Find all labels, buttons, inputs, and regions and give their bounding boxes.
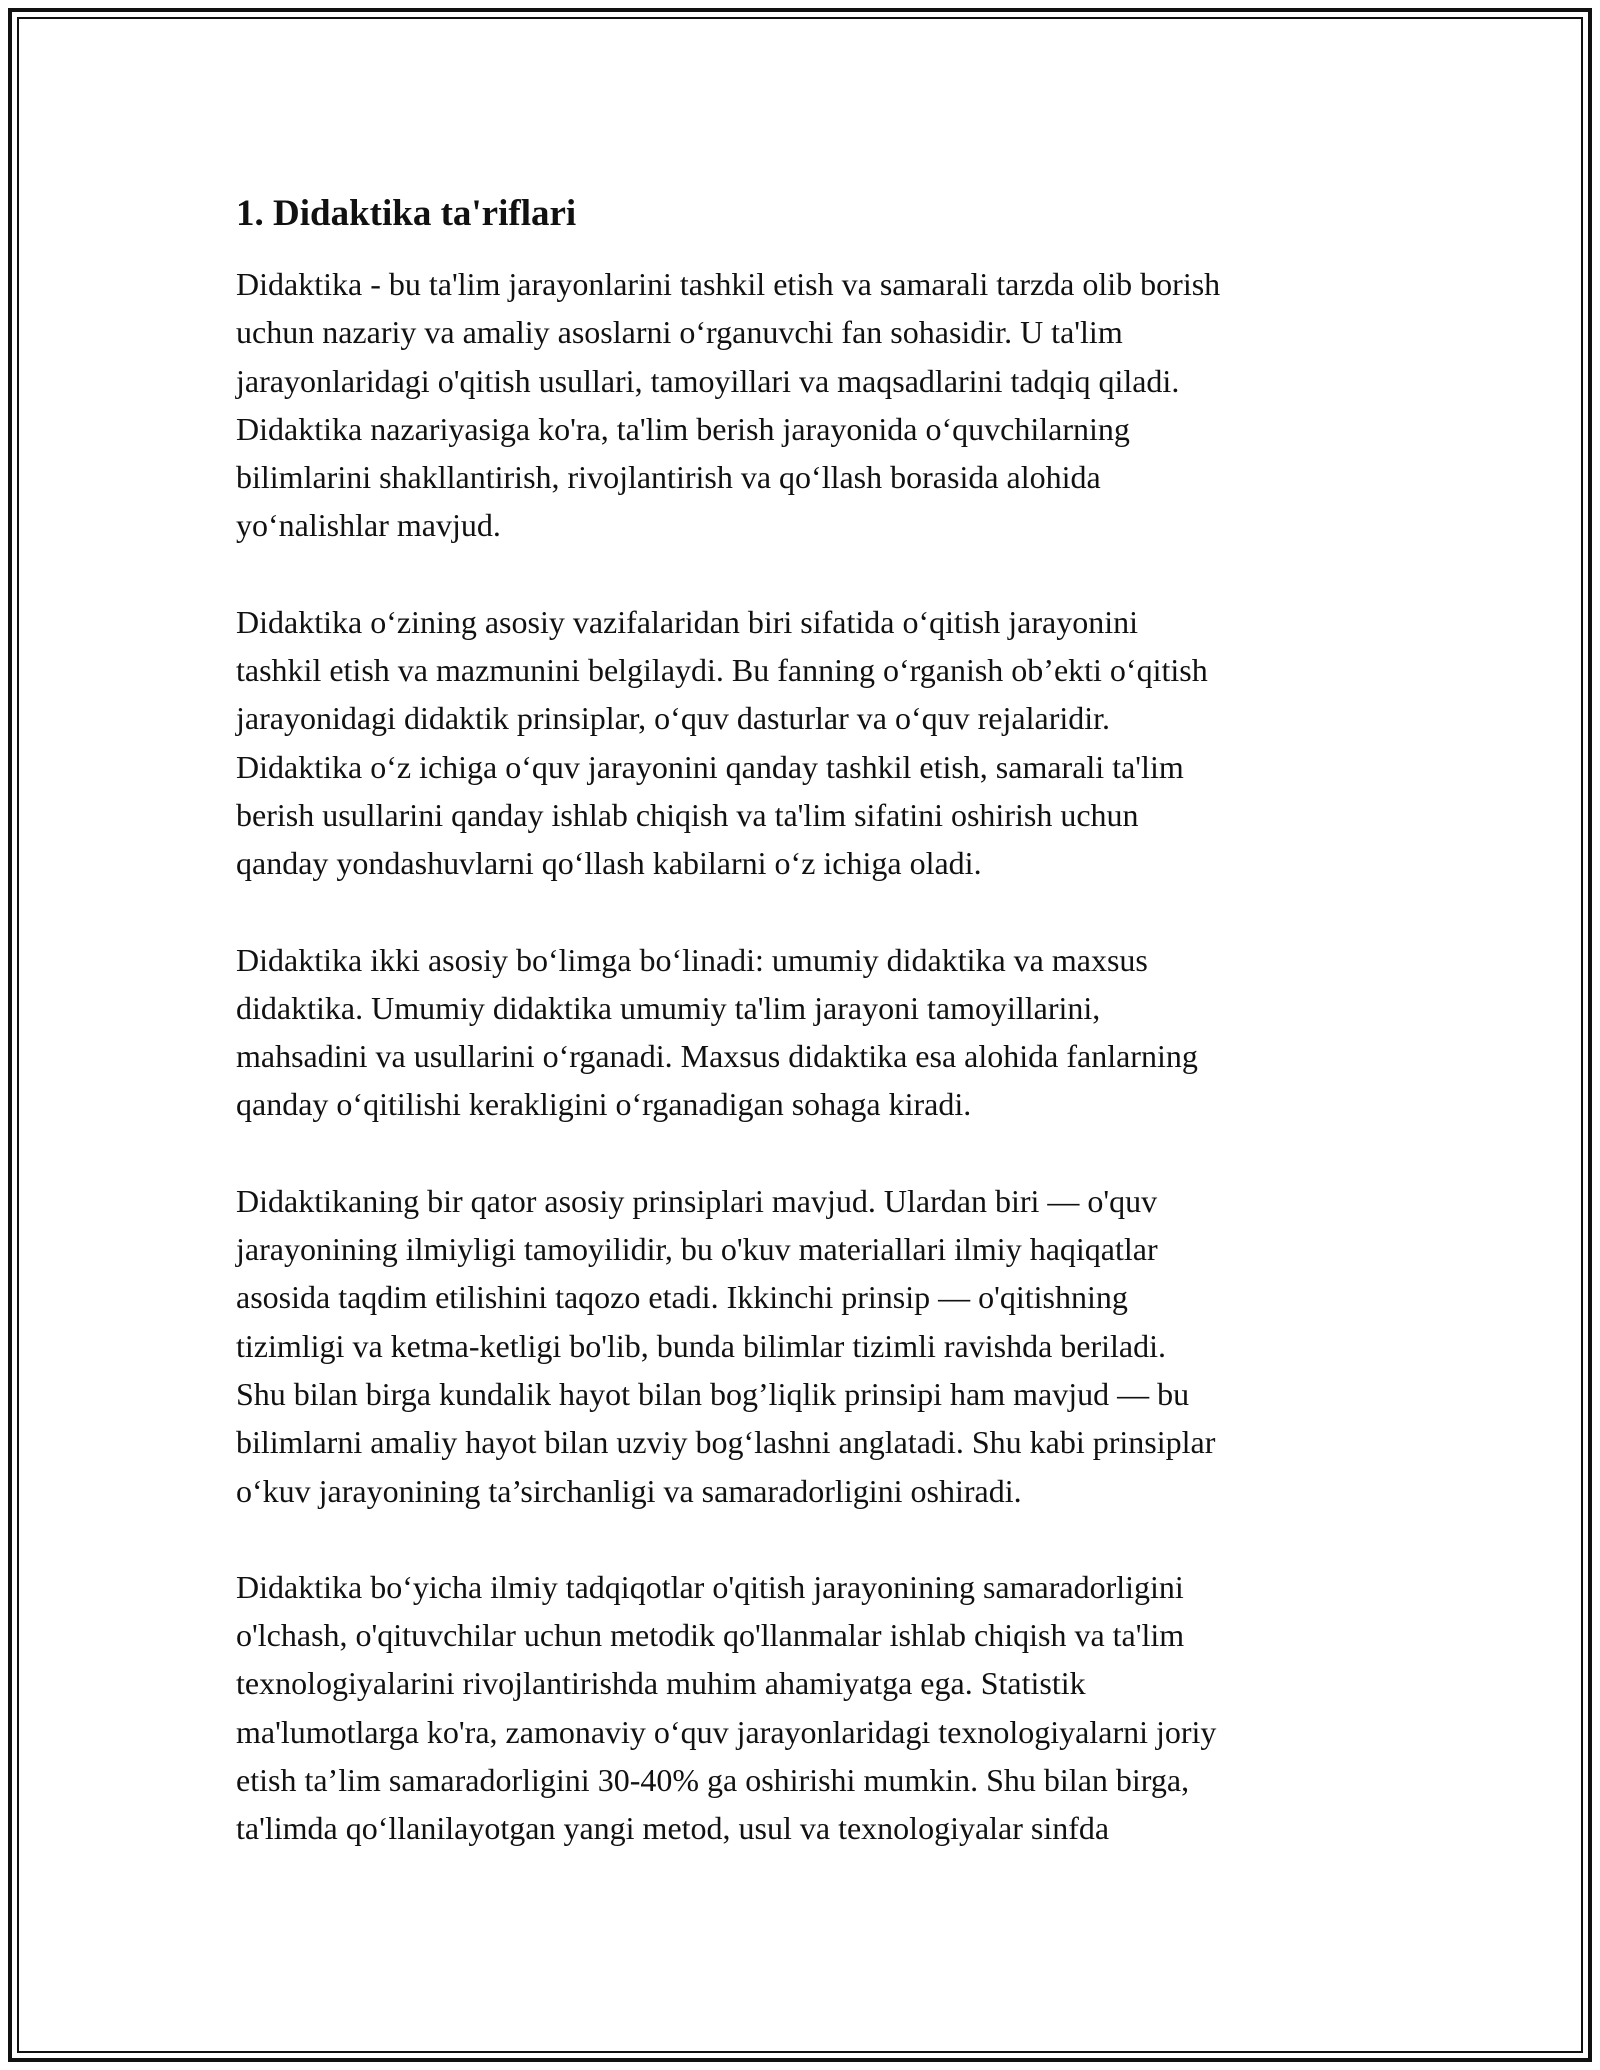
document-body <box>236 184 1376 1901</box>
section-heading: 1. Didaktika ta'riflari <box>236 193 577 234</box>
paragraph-tasks: Didaktika o‘zining asosiy vazifalaridan biri sifatida o‘qitish jarayonini tashkil etish va mazmunini belgilaydi. Bu fanning o‘rganish ob’ekti o‘qitish jarayonidagi didaktik prinsiplar, o‘quv dasturlar va o‘quv rejalaridir. Didaktika o‘z ichiga o‘quv jarayonini qanday tashkil etish, samarali ta'lim berish usullarini qanday ishlab chiqish va ta'lim sifatini oshirish uchun qanday yondashuvlarni qo‘llash kabilarni o‘z ichiga oladi. <box>236 603 1208 882</box>
paragraph-definition: Didaktika - bu ta'lim jarayonlarini tashkil etish va samarali tarzda olib borish uchun nazariy va amaliy asoslarni o‘rganuvchi fan sohasidir. U ta'lim jarayonlaridagi o'qitish usullari, tamoyillari va maqsadlarini tadqiq qiladi. Didaktika nazariyasiga ko'ra, ta'lim berish jarayonida o‘quvchilarning bilimlarini shakllantirish, rivojlantirish va qo‘llash borasida alohida yo‘nalishlar mavjud. <box>236 266 1221 544</box>
paragraph-research: Didaktika bo‘yicha ilmiy tadqiqotlar o'qitish jarayonining samaradorligini o'lchash, o'qituvchilar uchun metodik qo'llanmalar ishlab chiqish va ta'lim texnologiyalarini rivojlantirishda muhim ahamiyatga ega. Statistik ma'lumotlarga ko'ra, zamonaviy o‘quv jarayonlaridagi texnologiyalarni joriy etish ta’lim samaradorligini 30-40% ga oshirishi mumkin. Shu bilan birga, ta'limda qo‘llanilayotgan yangi metod, usul va texnologiyalar sinfda <box>236 1568 1217 1847</box>
paragraph-principles: Didaktikaning bir qator asosiy prinsiplari mavjud. Ulardan biri — o'quv jarayonining ilmiyligi tamoyilidir, bu o'kuv materiallari ilmiy haqiqatlar asosida taqdim etilishini taqozo etadi. Ikkinchi prinsip — o'qitishning tizimligi va ketma-ketligi bo'lib, bunda bilimlar tizimli ravishda beriladi. Shu bilan birga kundalik hayot bilan bog’liqlik prinsipi ham mavjud — bu bilimlarni amaliy hayot bilan uzviy bog‘lashni anglatadi. Shu kabi prinsiplar o‘kuv jarayonining ta’sirchanligi va samaradorligini oshiradi. <box>236 1182 1216 1509</box>
paragraph-divisions: Didaktika ikki asosiy bo‘limga bo‘linadi: umumiy didaktika va maxsus didaktika. Umumiy didaktika umumiy ta'lim jarayoni tamoyillarini, mahsadini va usullarini o‘rganadi. Maxsus didaktika esa alohida fanlarning qanday o‘qitilishi kerakligini o‘rganadigan sohaga kiradi. <box>236 941 1198 1123</box>
